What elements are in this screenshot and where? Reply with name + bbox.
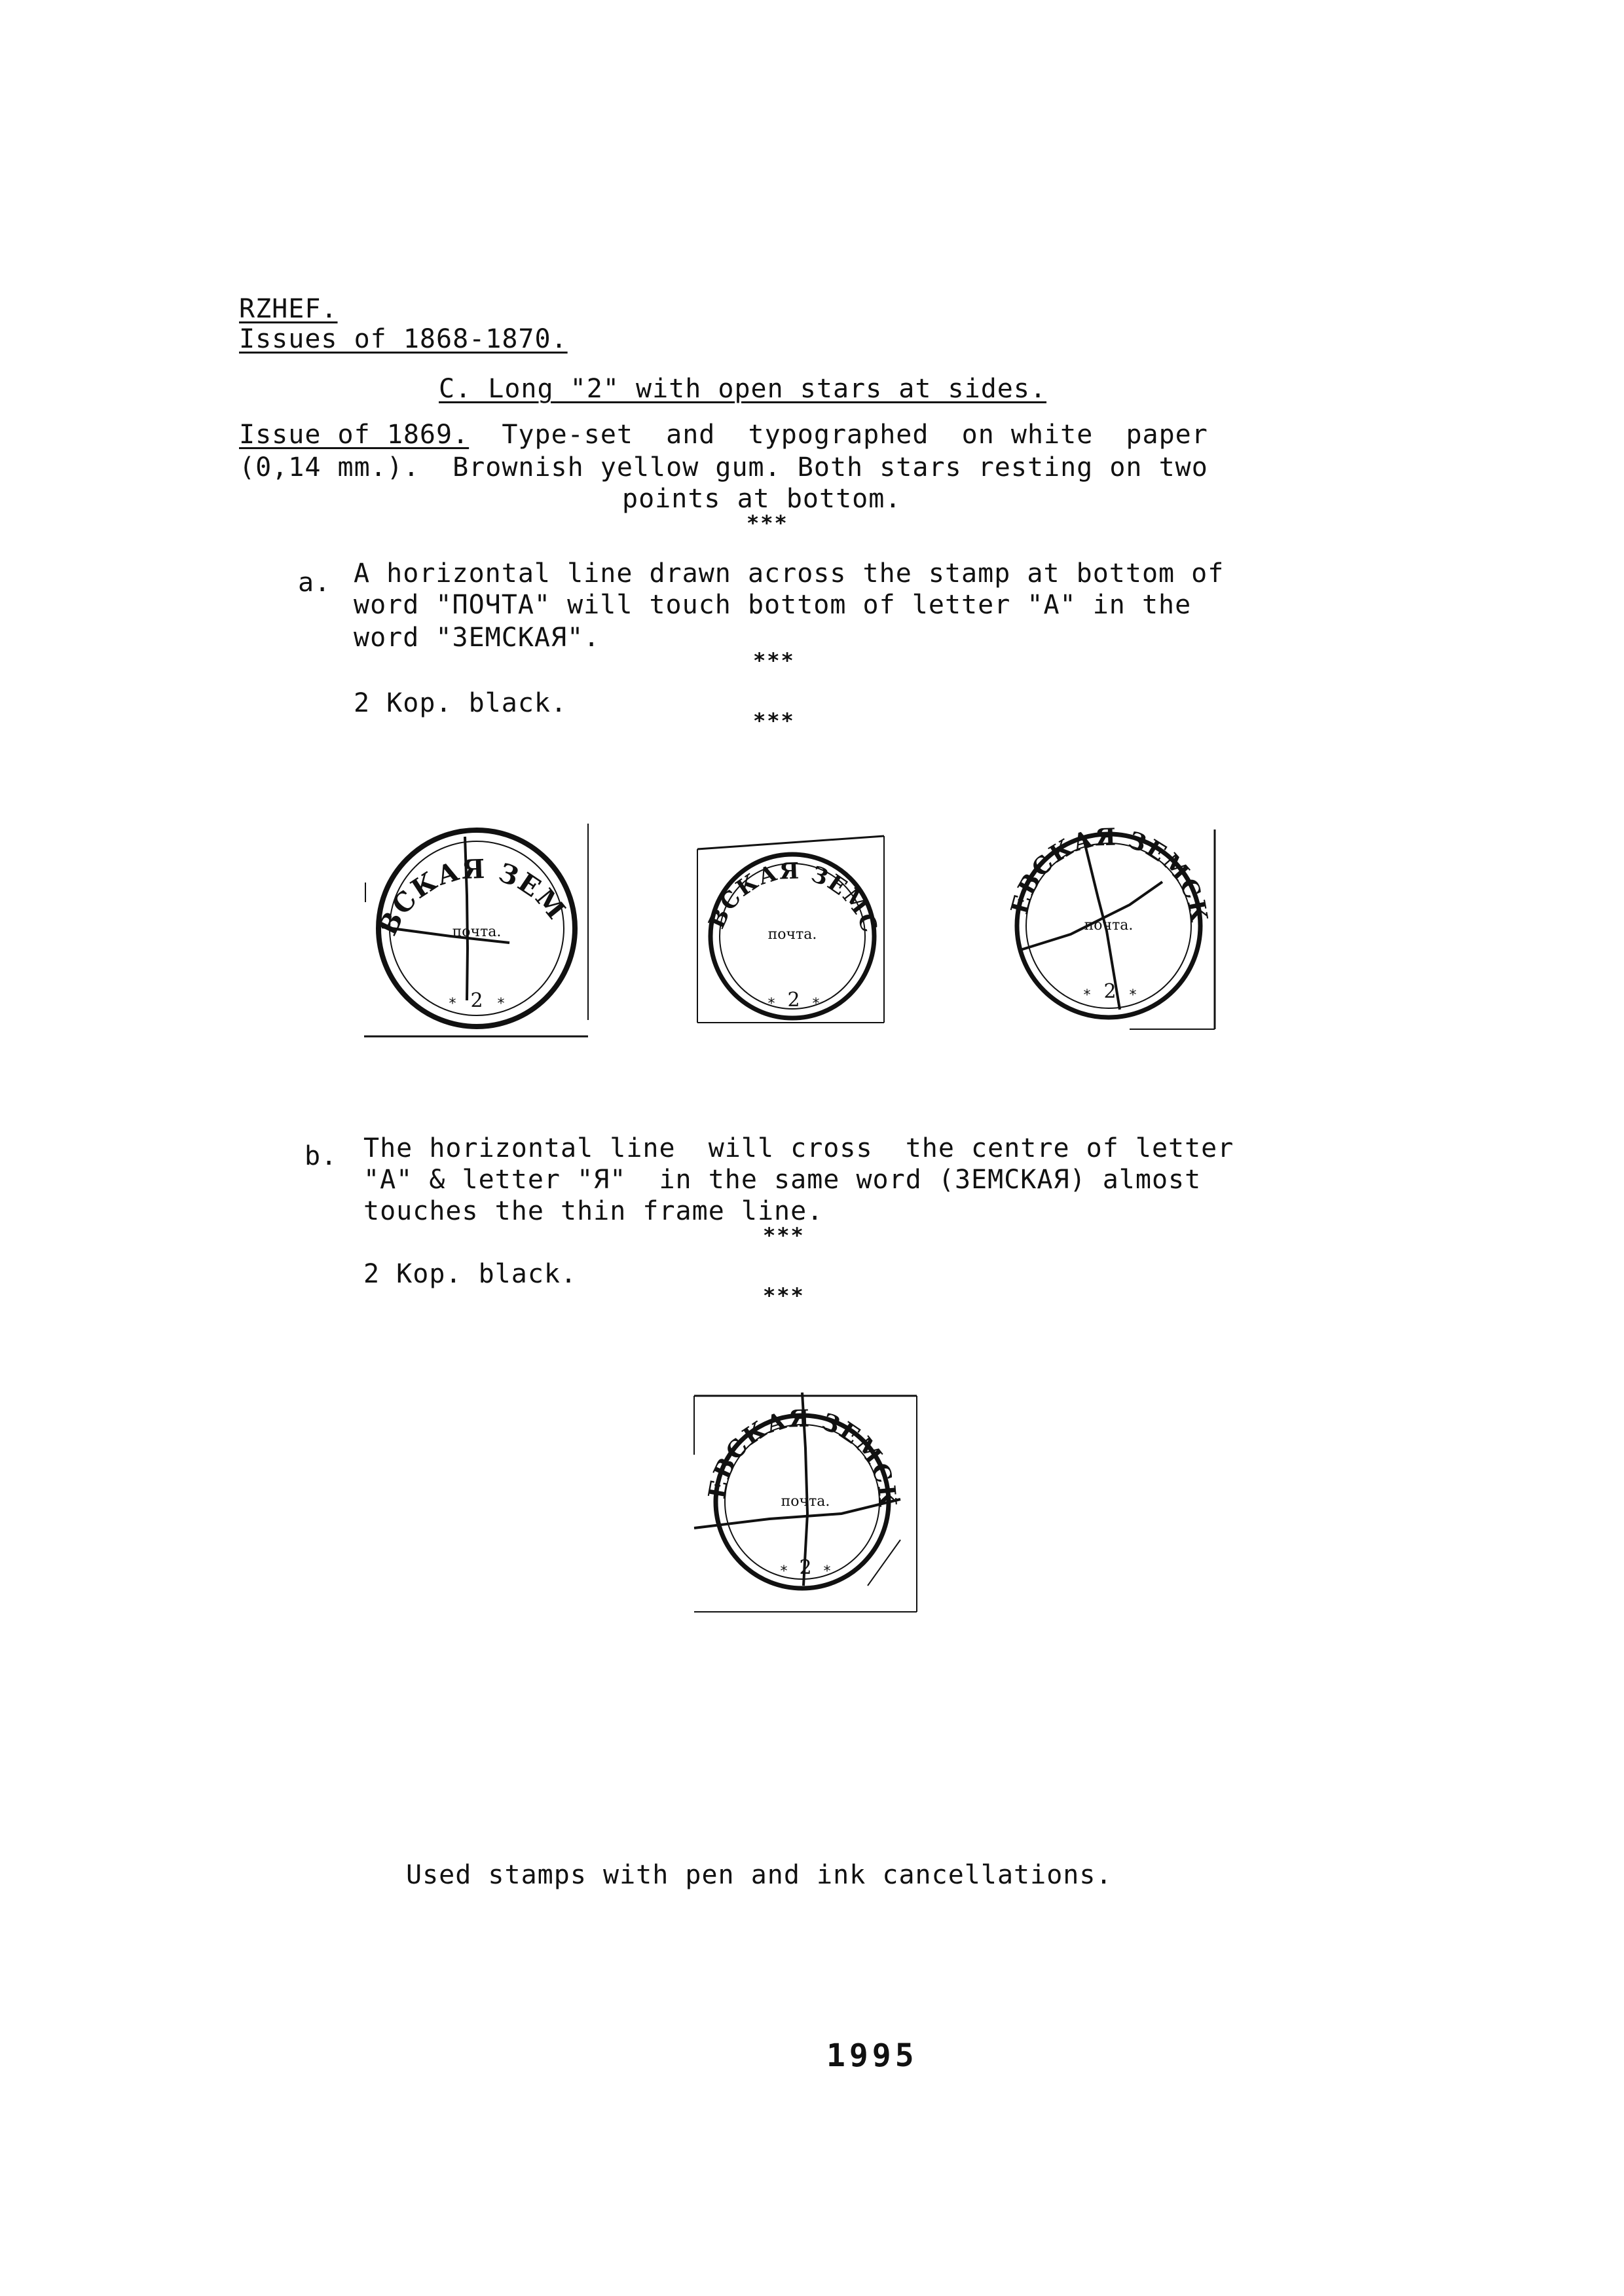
type-a-line-3: word "ЗЕМСКАЯ". — [354, 623, 600, 653]
separator-stars: *** — [747, 511, 788, 536]
stamp-star: * — [497, 996, 505, 1012]
stamp-star: * — [1083, 987, 1091, 1004]
type-b-line-2: "A" & letter "Я" in the same word (ЗЕМСКАЯ) almost — [363, 1165, 1202, 1195]
stamp-star: * — [1129, 987, 1137, 1004]
separator-stars: *** — [753, 648, 795, 673]
type-b-line-1: The horizontal line will cross the centre of letter — [363, 1133, 1234, 1163]
svg-text:РЖЕВСКАЯ ЗЕМСКАЯ — [679, 806, 883, 937]
stamp-image — [678, 806, 891, 1026]
stamp-ring-text: РЖЕВСКАЯ ЗЕМСКАЯ — [982, 805, 1213, 926]
issue-line-1 — [239, 419, 1208, 450]
type-a-line-1: A horizontal line drawn across the stamp at bottom of — [354, 558, 1225, 589]
stamp-denomination: 2 — [787, 989, 800, 1011]
type-a-value: 2 Kop. black. — [354, 688, 568, 718]
stamp-center-text: почта. — [452, 924, 502, 940]
stamp-image — [982, 805, 1221, 1032]
stamp-denomination: 2 — [799, 1556, 812, 1579]
stamp-denomination: 2 — [1103, 980, 1116, 1003]
stamp-star: * — [823, 1563, 831, 1580]
section-title: C. Long "2" with open stars at sides. — [439, 374, 1047, 404]
issues-heading: Issues of 1868-1870. — [239, 324, 568, 354]
separator-stars: *** — [763, 1283, 805, 1308]
separator-stars: *** — [753, 708, 795, 733]
svg-text:РЖЕВСКАЯ ЗЕМСКАЯ — [982, 805, 1213, 925]
stamp-center-text: почта. — [781, 1493, 830, 1510]
issue-line-1-rest: Type-set and typographed on white paper — [469, 420, 1208, 450]
issue-line-2: (0,14 mm.). Brownish yellow gum. Both stars resting on two — [239, 452, 1208, 483]
stamp-image — [674, 1368, 920, 1615]
city-heading: RZHEF. — [239, 294, 338, 324]
footnote: Used stamps with pen and ink cancellations. — [406, 1860, 1113, 1890]
type-b-marker: b. — [304, 1141, 338, 1171]
issue-label: Issue of 1869. — [239, 420, 470, 450]
type-a-line-2: word "ПОЧТА" will touch bottom of letter "A" in the — [354, 590, 1192, 620]
type-a-marker: a. — [298, 568, 331, 598]
type-b-value: 2 Kop. black. — [363, 1259, 578, 1289]
type-b-line-3: touches the thin frame line. — [363, 1196, 824, 1226]
issue-line-3: points at bottom. — [622, 484, 902, 514]
page-number: 1995 — [826, 2037, 918, 2074]
stamp-denomination: 2 — [470, 989, 483, 1012]
stamp-center-text: почта. — [1084, 917, 1134, 934]
stamp-image — [341, 793, 595, 1040]
svg-text:РЖЕВСКАЯ ЗЕМСКАЯ — [674, 1368, 902, 1509]
separator-stars: *** — [763, 1223, 805, 1248]
stamp-ring-text: РЖЕВСКАЯ ЗЕМСКАЯ — [341, 793, 572, 941]
stamp-center-text: почта. — [767, 926, 817, 943]
stamp-star: * — [767, 996, 775, 1012]
stamp-star: * — [812, 996, 820, 1012]
stamp-ring-text: РЖЕВСКАЯ ЗЕМСКАЯ — [678, 806, 883, 938]
stamp-star: * — [780, 1563, 788, 1580]
stamp-star: * — [449, 996, 456, 1012]
stamp-ring-text: РЖЕВСКАЯ ЗЕМСКАЯ — [674, 1368, 902, 1509]
